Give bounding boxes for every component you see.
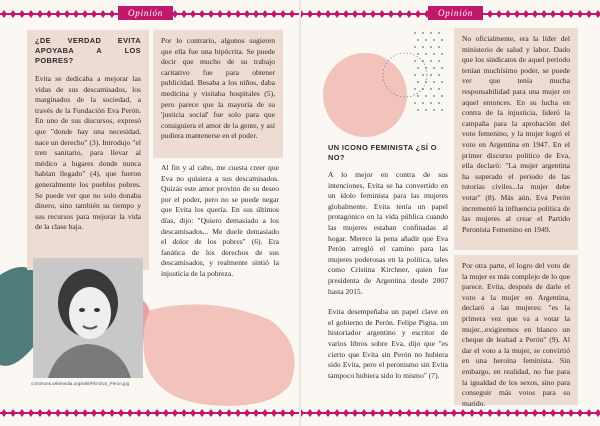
feminist-paragraph-2: Evita desempeñaba un papel clave en el gobierno de Perón. Felipe Pigna, un historiador argentino y escritor de varios libros sobre Eva, dijo que "es cierto que Evita sin Perón no hubiera sido Evita, pero el peronismo sin Evita tampoco hubiera sido lo mismo" (7). <box>328 307 448 380</box>
pattern-dot <box>422 102 424 104</box>
pattern-dot <box>414 46 416 48</box>
pattern-dot <box>430 60 432 62</box>
pattern-dot <box>417 39 419 41</box>
pattern-dot <box>441 81 443 83</box>
pattern-dot <box>433 39 435 41</box>
pattern-dot <box>414 102 416 104</box>
question-paragraph: Evita se dedicaba a mejorar las vidas de sus descamisados, los marginados de la sociedad, a través de la Fundación Eva Perón. En uno de sus discursos, expresó que "donde hay una necesidad, nace un derecho" (3). Introdujo "el tren sanitario, para llevar al médico a lugares donde nunca habían llegado" (4), que fueron generalmente los pueblos pobres. Se puede ver que no solo donaba dinero, sino también su tiempo y sus recursos para mejorar la vida de la clase baja. <box>35 74 141 232</box>
pattern-dot <box>414 74 416 76</box>
conclusion-column <box>161 163 279 290</box>
counterpoint-box <box>153 30 283 158</box>
feminist-column <box>328 170 448 391</box>
pattern-dot <box>441 109 443 111</box>
pattern-dot <box>425 39 427 41</box>
pattern-dot <box>414 88 416 90</box>
pattern-dot <box>417 95 419 97</box>
right-page <box>300 0 600 426</box>
conclusion-paragraph: Al fin y al cabo, me cuesta creer que Eva no quisiera a sus descamisados. Quizás este amor provino de su deseo por el poder, pero no se puede negar que Evita los quería. En sus últimos días, dijo: "Quiero demasiado a los descamisados... Me duele demasiado el dolor de los pobres" (6). Era fanática de los derechos de sus descamisados, y realmente sintió la injusticia de la pobreza. <box>161 163 279 278</box>
loyalty-paragraph: Por otra parte, el logro del voto de la mujer es más complejo de lo que parece. Evita, después de darle el voto a la mujer en Argentina, declaró a las mujeres: "es la primera vez que va a votar la mujer...exigiremos en blanco un cheque de lealtad a Perón" (9). Al dar el voto a la mujer, se convirtió en una heroína feminista. Sin embargo, en realidad, no fue para la igualdad de los sexos, sino para conseguir más votos para su marido. <box>462 261 570 408</box>
vote-box <box>454 28 578 250</box>
pattern-dot <box>430 46 432 48</box>
pattern-dot <box>430 74 432 76</box>
pattern-dot <box>438 74 440 76</box>
pattern-dot <box>438 88 440 90</box>
section-tag-right: Opinión <box>428 6 483 20</box>
photo-caption: commons.wikimedia.org/wiki/File:Eva_Peron.jpg <box>31 381 130 386</box>
pattern-dot <box>422 60 424 62</box>
pattern-dot <box>441 53 443 55</box>
peach-blob-shape <box>140 300 300 410</box>
pattern-dot <box>417 67 419 69</box>
pattern-dot <box>441 95 443 97</box>
pattern-dot <box>433 109 435 111</box>
pattern-dot <box>441 39 443 41</box>
pattern-dot <box>417 109 419 111</box>
question-box <box>27 30 149 270</box>
loyalty-box <box>454 255 578 408</box>
pattern-dot <box>417 53 419 55</box>
pattern-dot <box>430 88 432 90</box>
pattern-dot <box>425 81 427 83</box>
pattern-dot <box>438 46 440 48</box>
pattern-dot <box>414 60 416 62</box>
pattern-dot <box>425 109 427 111</box>
vote-paragraph: No oficialmente, era la líder del ministerio de salud y labor. Dado que los sindicatos de aquel periodo tenían muchísimo poder, se puede ver que tenía mucha responsabilidad para una mujer en aquel entonces. En su lucha en contra de la injusticia, lideró la campaña para la aprobación del voto femenino, y la mujer logró el voto en Argentina en 1947. En el primer discurso político de Eva, ella declaró: "La mujer argentina ha superado el periodo de las tutorías civiles...la mujer debe votar" (8). Más aún, Eva Perón incrementó la influencia política de las mujeres al crear el Partido Peronista Femenino en 1949. <box>462 34 570 234</box>
pattern-dot <box>422 88 424 90</box>
feminist-heading: UN ICONO FEMINISTA ¿SÍ O NO? <box>328 143 437 162</box>
dotted-pattern-shape <box>410 28 448 118</box>
pattern-dot <box>433 95 435 97</box>
pattern-dot <box>414 32 416 34</box>
feminist-paragraph-1: A lo mejor en contra de sus intenciones, Evita se ha convertido en un ídolo feminista para las mujeres globalmente. Evita tenía un papel protagónico en la vida pública cuando las mujeres estaban confinadas al hogar. Merece la pena añadir que Eva Perón arregló el camino para las mujeres poderosas en la política, tales como Cristina Kirchner, quien fue presidenta de Argentina desde 2007 hasta 2015. <box>328 170 448 296</box>
counterpoint-paragraph: Por lo contrario, algunos sugieren que ella fue una hipócrita. Se puede decir que mucho de su trabajo caritativo fue para obtener publicidad. Besaba a los niños, daba medicina y visitaba hospitales (5), pero parece que la mayoría de su 'justicia social' fue solo para que consiguiera el amor de la gente, y así pudiera mantenerse en el poder. <box>161 36 275 141</box>
pattern-dot <box>433 81 435 83</box>
eva-peron-photo <box>33 258 143 378</box>
pattern-dot <box>433 53 435 55</box>
question-heading: ¿DE VERDAD EVITA APOYABA A LOS POBRES? <box>35 36 141 65</box>
pattern-dot <box>430 102 432 104</box>
pattern-dot <box>425 67 427 69</box>
pattern-dot <box>417 81 419 83</box>
pattern-dot <box>438 102 440 104</box>
pattern-dot <box>438 32 440 34</box>
pattern-dot <box>430 32 432 34</box>
pattern-dot <box>425 95 427 97</box>
pattern-dot <box>422 46 424 48</box>
pattern-dot <box>425 53 427 55</box>
pattern-dot <box>422 32 424 34</box>
pattern-dot <box>441 67 443 69</box>
section-tag-left: Opinión <box>118 6 173 20</box>
pattern-dot <box>422 74 424 76</box>
pattern-dot <box>433 67 435 69</box>
pattern-dot <box>438 60 440 62</box>
